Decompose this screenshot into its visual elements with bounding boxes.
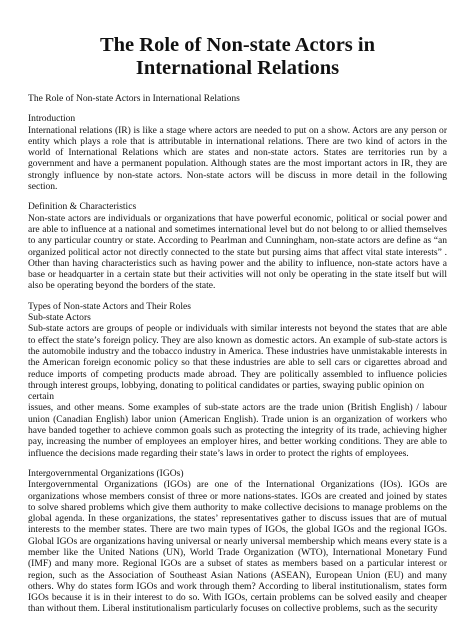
sub-state-orphan-word: certain [28, 391, 54, 403]
introduction-section [28, 113, 447, 192]
document-subtitle: The Role of Non-state Actors in International Relations [28, 93, 240, 104]
definition-section [28, 201, 447, 291]
sub-state-paragraph-part2: issues, and other means. Some examples of sub-state actors are the trade union (British English) / labour union (Canadian English) labor union (American English). Trade union is an organization of workers who have banded together to achieve common goals such as protecting the integrity of its trade, achieving higher pay, increasing the number of employees an employer hires, and better working conditions. They are able to influence the decisions made regarding their state’s laws in order to protect the rights of employees. [28, 402, 447, 459]
document-title: The Role of Non-state Actors in International Relations [99, 34, 375, 79]
types-section [28, 301, 447, 459]
introduction-paragraph: International relations (IR) is like a stage where actors are needed to put on a show. Actors are any person or entity which plays a role that is attributable in international relations. There are two kind of actors in the world of International Relations which are states and non-state actors. States are territories run by a government and have a permanent population. Although states are the most important actors in IR, they are strongly influence by non-state actors. Non-state actors will be discuss in more detail in the following section. [28, 124, 447, 193]
igos-heading: Intergovernmental Organizations (IGOs) [28, 467, 184, 479]
sub-state-paragraph-part1: Sub-state actors are groups of people or individuals with similar interests not beyond the states that are able to effect the state’s foreign policy. They are also known as domestic actors. An example of sub-state actors is the automobile industry and the tobacco industry in America. These industries have unmistakable interests in the American foreign economic policy so that these industries are able to sell cars or cigarettes abroad and reduce imports of competing products made abroad. They are politically assembled to influence policies through interest groups, lobbying, donating to political candidates or parties, swaying public opinion on [28, 323, 447, 391]
definition-paragraph: Non-state actors are individuals or organizations that have powerful economic, political or social power and are able to influence at a national and sometimes international level but do not belong to or allied themselves to any particular country or state. According to Pearlman and Cunningham, non-state actors are define as “an organized political actor not directly connected to the state but pursing aims that affect vital state interests” . Other than having characteristics such as having power and the ability to influence, non-state actors have a base or headquarter in a certain state but their activities will not only be operating in the state itself but will also be operating beyond the borders of the state. [28, 212, 447, 292]
introduction-heading: Introduction [28, 113, 76, 125]
types-heading: Types of Non-state Actors and Their Roles [28, 300, 192, 312]
definition-heading: Definition & Characteristics [28, 201, 137, 213]
igos-paragraph: Intergovernmental Organizations (IGOs) are one of the International Organizations (IOs). IGOs are organizations whose members consist of three or more nations-states. IGOs are created and joined by states to solve shared problems which give them authority to make collective decisions to manage problems on the global agenda. In these organizations, the states’ representatives gather to discuss issues that are of mutual interests to the member states. There are two main types of IGOs, the global IGOs and the regional IGOs. Global IGOs are organizations having universal or nearly universal membership which means every state is a member like the United Nations (UN), World Trade Organization (WTO), International Monetary Fund (IMF) and many more. Regional IGOs are a subset of states as members based on a particular interest or region, such as the Association of Southeast Asian Nations (ASEAN), European Union (EU) and many others. Why do states form IGOs and work through them? According to liberal institutionalism, states form IGOs because it is in their interest to do so. With IGOs, certain problems can be solved easily and cheaper than without them. Liberal institutionalism particularly focuses on collective problems, such as the security [28, 479, 447, 615]
sub-state-actors-heading: Sub-state Actors [28, 312, 91, 324]
igos-section [28, 468, 447, 615]
